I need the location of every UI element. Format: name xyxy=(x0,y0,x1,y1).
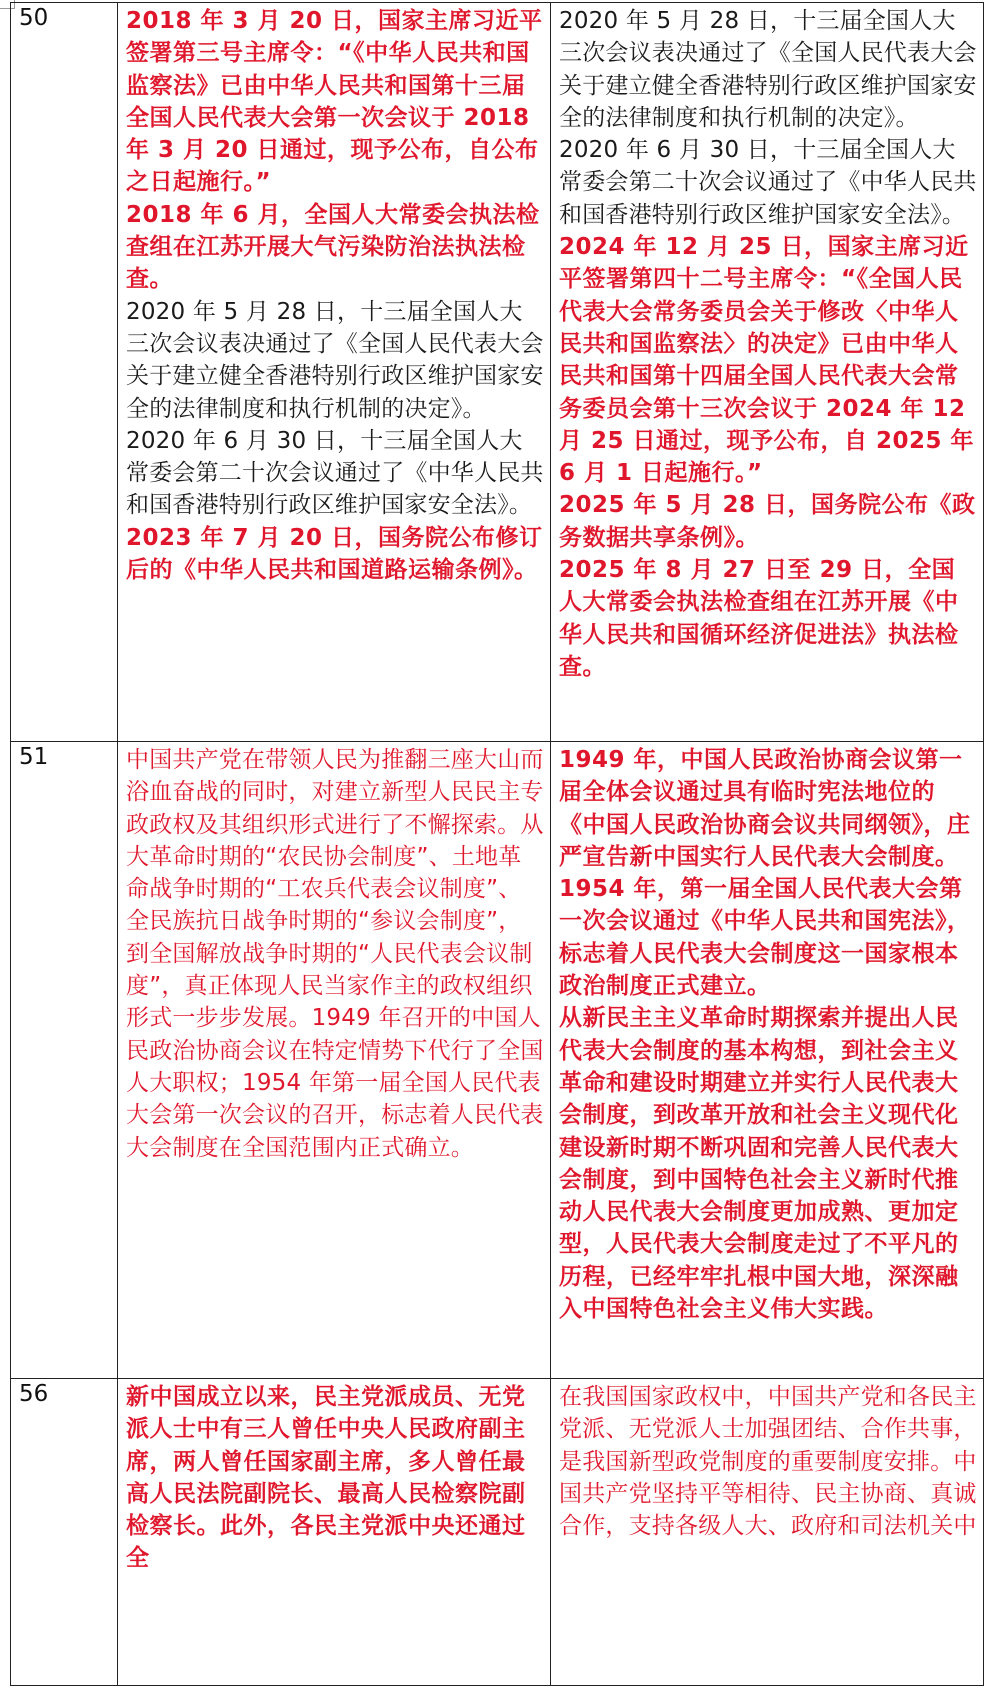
paragraph: 2018 年 6 月，全国人大常委会执法检查组在江苏开展大气污染防治法执法检查。 xyxy=(126,201,540,293)
paragraph: 中国共产党在带领人民为推翻三座大山而浴血奋战的同时，对建立新型人民民主专政政权及其组织形式进行了不懈探索。从大革命时期的“农民协会制度”、土地革命战争时期的“工农兵代表会议制度”、全民族抗日战争时期的“参议会制度”，到全国解放战争时期的“人民代表会议制度”，真正体现人民当家作主的政权组织形式一步步发展。1949 年召开的中国人民政治协商会议在特定情势下代行了全国人大职权；1954 年第一届全国人民代表大会第一次会议的召开，标志着人民代表大会制度在全国范围内正式确立。 xyxy=(126,747,544,1161)
paragraph: 2025 年 8 月 27 日至 29 日，全国人大常委会执法检查组在江苏开展《中华人民共和国循环经济促进法》执法检查。 xyxy=(559,557,959,680)
table-row xyxy=(11,742,984,1379)
paragraph: 在我国国家政权中，中国共产党和各民主党派、无党派人士加强团结、合作共事，是我国新型政党制度的重要制度安排。中国共产党坚持平等相待、民主协商、真诚合作，支持各级人大、政府和司法机关中 xyxy=(559,1384,977,1540)
paragraph: 新中国成立以来，民主党派成员、无党派人士中有三人曾任中央人民政府副主席，两人曾任国家副主席，多人曾任最高人民法院副院长、最高人民检察院副检察长。此外，各民主党派中央还通过全 xyxy=(126,1384,526,1572)
paragraph: 2018 年 3 月 20 日，国家主席习近平签署第三号主席令：“《中华人民共和国监察法》已由中华人民共和国第十三届全国人民代表大会第一次会议于 2018 年 3 月 20 日通过，现予公布，自公布之日起施行。” xyxy=(126,8,543,196)
left-column-cell xyxy=(118,742,551,1379)
paragraph: 2025 年 5 月 28 日，国务院公布《政务数据共享条例》。 xyxy=(559,492,976,551)
paragraph: 1949 年，中国人民政治协商会议第一届全体会议通过具有临时宪法地位的《中国人民政治协商会议共同纲领》，庄严宣告新中国实行人民代表大会制度。1954 年，第一届全国人民代表大会第一次会议通过《中华人民共和国宪法》，标志着人民代表大会制度这一国家根本政治制度正式建立。 xyxy=(559,747,971,1000)
right-column-cell xyxy=(551,3,984,742)
left-column-cell xyxy=(118,3,551,742)
comparison-table xyxy=(10,2,984,1686)
right-column-cell xyxy=(551,742,984,1379)
left-column-cell xyxy=(118,1379,551,1686)
row-number: 51 xyxy=(11,742,118,1379)
row-number: 56 xyxy=(11,1379,118,1686)
table-body xyxy=(11,3,984,1686)
paragraph: 2024 年 12 月 25 日，国家主席习近平签署第四十二号主席令：“《全国人民代表大会常务委员会关于修改〈中华人民共和国监察法〉的决定》已由中华人民共和国第十四届全国人民代表大会常务委员会第十三次会议于 2024 年 12 月 25 日通过，现予公布，自 2025 年 6 月 1 日起施行。” xyxy=(559,234,975,487)
row-number: 50 xyxy=(11,3,118,742)
right-column-cell xyxy=(551,1379,984,1686)
paragraph: 从新民主主义革命时期探索并提出人民代表大会制度的基本构想，到社会主义革命和建设时期建立并实行人民代表大会制度，到改革开放和社会主义现代化建设新时期不断巩固和完善人民代表大会制度，到中国特色社会主义新时代推动人民代表大会制度更加成熟、更加定型，人民代表大会制度走过了不平凡的历程，已经牢牢扎根中国大地，深深融入中国特色社会主义伟大实践。 xyxy=(559,1005,959,1323)
table-row xyxy=(11,1379,984,1686)
paragraph: 2020 年 5 月 28 日，十三届全国人大三次会议表决通过了《全国人民代表大会关于建立健全香港特别行政区维护国家安全的法律制度和执行机制的决定》。2020 年 6 月 30 日，十三届全国人大常委会第二十次会议通过了《中华人民共和国香港特别行政区维护国家安全法》。 xyxy=(559,8,977,228)
table-row xyxy=(11,3,984,742)
paragraph: 2020 年 5 月 28 日，十三届全国人大三次会议表决通过了《全国人民代表大会关于建立健全香港特别行政区维护国家安全的法律制度和执行机制的决定》。2020 年 6 月 30 日，十三届全国人大常委会第二十次会议通过了《中华人民共和国香港特别行政区维护国家安全法》。 xyxy=(126,298,544,519)
paragraph: 2023 年 7 月 20 日，国务院公布修订后的《中华人民共和国道路运输条例》。 xyxy=(126,524,543,584)
